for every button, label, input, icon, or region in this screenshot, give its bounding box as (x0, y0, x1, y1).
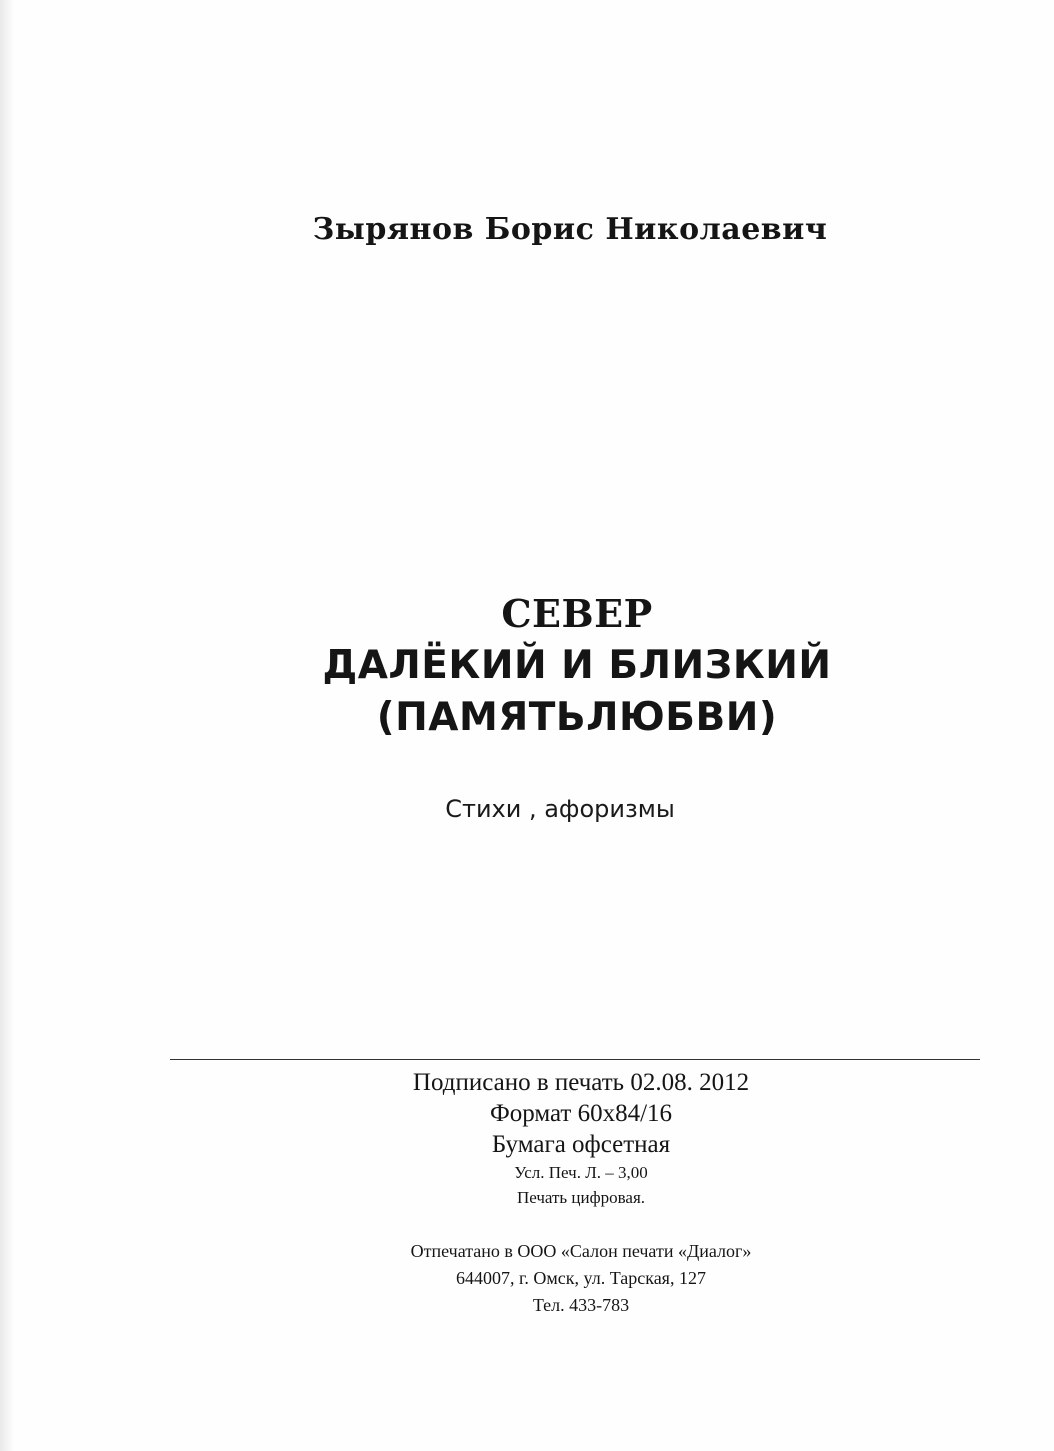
title-line-3: (ПАМЯТЬЛЮБВИ) (376, 695, 778, 740)
format: Формат 60x84/16 (489, 1100, 673, 1127)
printer-name: Отпечатано в ООО «Салон печати «Диалог» (410, 1241, 752, 1261)
author-name: Зырянов Борис Николаевич (312, 212, 828, 247)
paper-type: Бумага офсетная (491, 1131, 671, 1158)
signed-to-print: Подписано в печать 02.08. 2012 (412, 1069, 750, 1096)
divider-line (170, 1059, 980, 1060)
book-title (0, 588, 1054, 744)
title-line-2: ДАЛЁКИЙ И БЛИЗКИЙ (322, 643, 832, 688)
title-line-1: СЕВЕР (501, 591, 653, 636)
printer-address: 644007, г. Омск, ул. Тарская, 127 (456, 1268, 706, 1288)
printer-phone: Тел. 433-783 (532, 1295, 630, 1315)
print-type: Печать цифровая. (516, 1188, 646, 1207)
colophon (0, 1067, 1054, 1210)
printed-sheets: Усл. Печ. Л. – 3,00 (514, 1163, 648, 1182)
book-subtitle: Стихи , афоризмы (445, 795, 675, 823)
printer-info (0, 1238, 1054, 1319)
